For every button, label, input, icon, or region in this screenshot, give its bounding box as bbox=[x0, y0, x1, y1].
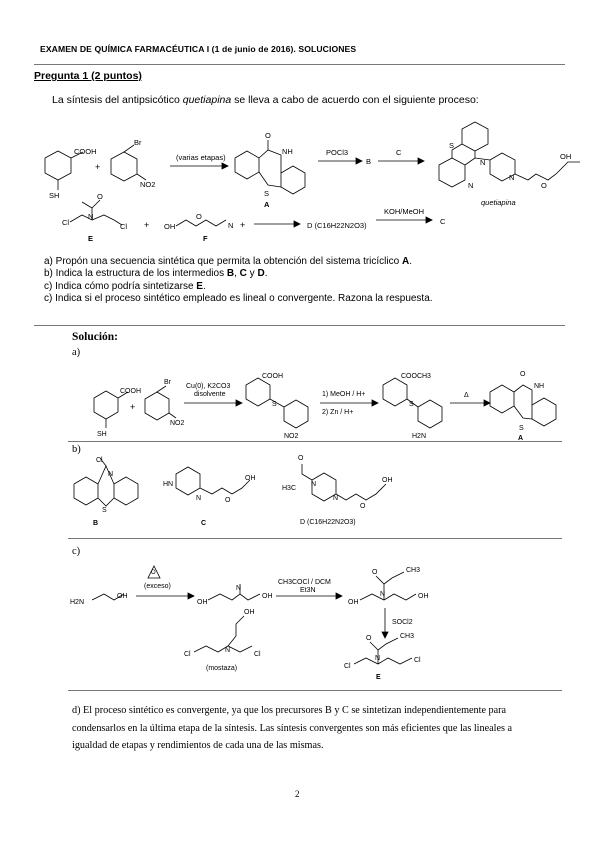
exam-header: EXAMEN DE QUÍMICA FARMACÉUTICA I (1 de junio de 2016). SOLUCIONES bbox=[40, 44, 357, 54]
sol-b-oh2: OH bbox=[382, 477, 393, 484]
label-n-e: N bbox=[88, 212, 94, 221]
label-plus: + bbox=[95, 162, 101, 172]
sol-c-reag1b: Et3N bbox=[300, 587, 316, 594]
sol-a-cooch3: COOCH3 bbox=[401, 373, 431, 380]
label-n3: N bbox=[468, 181, 474, 190]
label-o: O bbox=[265, 131, 271, 140]
question-title: Pregunta 1 (2 puntos) bbox=[34, 70, 142, 82]
solution-a-rule bbox=[68, 441, 562, 442]
sol-a-reag2a: 1) MeOH / H+ bbox=[322, 391, 366, 398]
sol-a-label-a: A bbox=[518, 435, 524, 442]
sol-a-s3: S bbox=[519, 425, 524, 432]
sol-c-oh2: OH bbox=[262, 593, 273, 600]
sol-c-cl4: Cl bbox=[414, 657, 421, 664]
question-item-a: a) Propón una secuencia sintética que permita la obtención del sistema tricíclico A. bbox=[44, 256, 412, 267]
label-pocl3: POCl3 bbox=[326, 148, 349, 157]
sol-c-cl: Cl bbox=[184, 651, 191, 658]
sol-a-s2: S bbox=[409, 401, 414, 408]
sol-b-o: O bbox=[225, 497, 231, 504]
sol-a-br: Br bbox=[164, 379, 171, 386]
sol-b-cl: Cl bbox=[96, 457, 103, 464]
question-item-b: b) Indica la estructura de los intermedios B, C y D. bbox=[44, 268, 268, 280]
label-o-q: O bbox=[541, 181, 547, 190]
label-n2: N bbox=[509, 173, 515, 182]
label-c2: C bbox=[440, 217, 446, 226]
label-steps: (varias etapas) bbox=[176, 153, 226, 162]
benzene-ring-1 bbox=[45, 151, 71, 180]
sol-c-oh3: OH bbox=[418, 593, 429, 600]
sol-b-n: N bbox=[108, 471, 114, 478]
sol-b-o3: O bbox=[360, 503, 366, 510]
label-quetiapine: quetiapina bbox=[481, 198, 516, 207]
question-item-d: c) Indica si el proceso sintético empleado es lineal o convergente. Razona la respuesta. bbox=[44, 292, 433, 304]
sol-c-reag1: CH3COCl / DCM bbox=[278, 579, 331, 586]
sol-a-reag1: Cu(0), K2CO3 bbox=[186, 383, 231, 390]
sol-c-epox-o: O bbox=[151, 570, 156, 576]
solution-title: Solución: bbox=[72, 331, 119, 343]
sol-a-plus: + bbox=[130, 402, 136, 412]
label-plus-2: + bbox=[144, 220, 150, 230]
sol-c-ch3b: CH3 bbox=[400, 633, 415, 640]
solution-b-label: b) bbox=[72, 444, 81, 455]
label-nh: NH bbox=[282, 147, 293, 156]
question-item-c: c) Indica cómo podría sintetizarse E. bbox=[44, 280, 206, 292]
label-o-f: O bbox=[196, 212, 202, 221]
sol-a-no2: NO2 bbox=[170, 420, 185, 427]
label-n-f: N bbox=[228, 221, 234, 230]
sol-b-oh: OH bbox=[245, 475, 256, 482]
sol-a-s: S bbox=[272, 401, 277, 408]
solution-b-rule bbox=[68, 538, 562, 539]
sol-c-n2: N bbox=[380, 591, 386, 598]
label-d-formula: D (C16H22N2O3) bbox=[307, 221, 367, 230]
sol-b-label-b: B bbox=[93, 520, 99, 527]
solution-c-label: c) bbox=[72, 546, 81, 557]
label-f: F bbox=[203, 234, 208, 243]
label-koh: KOH/MeOH bbox=[384, 207, 425, 216]
sol-b-n2: N bbox=[196, 495, 202, 502]
question-intro: La síntesis del antipsicótico quetiapina se lleva a cabo de acuerdo con el siguiente proceso: bbox=[52, 94, 479, 106]
label-oh: OH bbox=[560, 152, 572, 161]
sol-b-s: S bbox=[102, 507, 107, 514]
solution-rule-top bbox=[34, 325, 565, 326]
solution-a-label: a) bbox=[72, 347, 81, 358]
sol-c-o2: O bbox=[366, 635, 372, 642]
sol-c-o: O bbox=[372, 569, 378, 576]
sol-a-nh: NH bbox=[534, 383, 545, 390]
sol-a-cooh2: COOH bbox=[262, 373, 283, 380]
sol-c-n: N bbox=[236, 585, 242, 592]
sol-b-n4: N bbox=[333, 495, 339, 502]
benzene-ring-2 bbox=[111, 152, 137, 181]
sol-c-h2n: H2N bbox=[70, 599, 85, 606]
label-cl-e2: Cl bbox=[120, 222, 128, 231]
label-no2: NO2 bbox=[140, 180, 156, 189]
sol-a-o: O bbox=[520, 371, 526, 378]
label-cooh: COOH bbox=[74, 147, 97, 156]
sol-c-mustard: (mostaza) bbox=[206, 665, 238, 672]
sol-a-cooh: COOH bbox=[120, 388, 141, 395]
sol-c-n3: N bbox=[225, 647, 231, 654]
sol-b-label-c: C bbox=[201, 520, 207, 527]
sol-a-h2n: H2N bbox=[412, 433, 427, 440]
solution-c-rule bbox=[68, 690, 562, 691]
drug-name: quetiapina bbox=[182, 94, 232, 106]
question-items bbox=[44, 256, 433, 305]
sol-c-oh4: OH bbox=[244, 609, 255, 616]
label-a: A bbox=[264, 200, 270, 209]
label-o-e: O bbox=[97, 192, 103, 201]
sol-c-ho2: OH bbox=[348, 599, 359, 606]
label-oh-f: OH bbox=[164, 222, 176, 231]
sol-b-h3c: H3C bbox=[282, 485, 297, 492]
sol-c-socl2: SOCl2 bbox=[392, 619, 413, 626]
solution-d-text: d) El proceso sintético es convergente, ya que los precursores B y C se sintetizan independientemente para condensarlos en la última etapa de la síntesis. Las síntesis convergentes son más eficientes que las lineales a igualdad de etapas y rendimientos de cada una de las mismas. bbox=[72, 705, 513, 752]
sol-b-hn: HN bbox=[163, 481, 174, 488]
sol-c-oh: OH bbox=[117, 593, 128, 600]
sol-a-sh: SH bbox=[97, 431, 107, 438]
page-number: 2 bbox=[295, 789, 300, 799]
sol-c-ch3: CH3 bbox=[406, 567, 421, 574]
sol-c-cl2: Cl bbox=[254, 651, 261, 658]
sol-a-no2b: NO2 bbox=[284, 433, 299, 440]
sol-a-reag1b: disolvente bbox=[194, 391, 226, 398]
label-s-q: S bbox=[449, 141, 455, 150]
sol-a-reag2b: 2) Zn / H+ bbox=[322, 409, 354, 416]
sol-c-label-e: E bbox=[376, 674, 381, 681]
label-n1: N bbox=[480, 158, 486, 167]
sol-c-n4: N bbox=[375, 655, 381, 662]
label-sh: SH bbox=[49, 191, 60, 200]
label-e: E bbox=[88, 234, 94, 243]
sol-c-cl3: Cl bbox=[344, 663, 351, 670]
label-plus-3: + bbox=[240, 220, 246, 230]
sol-a-delta: Δ bbox=[464, 392, 469, 399]
label-c: C bbox=[396, 148, 402, 157]
sol-b-label-d: D (C16H22N2O3) bbox=[300, 519, 356, 526]
sol-b-o2: O bbox=[298, 455, 304, 462]
sol-c-ho: OH bbox=[197, 599, 208, 606]
label-s: S bbox=[264, 189, 270, 198]
label-b: B bbox=[366, 157, 372, 166]
sol-b-n3: N bbox=[311, 481, 317, 488]
sol-c-excess: (exceso) bbox=[144, 583, 171, 590]
label-cl-e: Cl bbox=[62, 218, 70, 227]
label-br: Br bbox=[134, 138, 142, 147]
